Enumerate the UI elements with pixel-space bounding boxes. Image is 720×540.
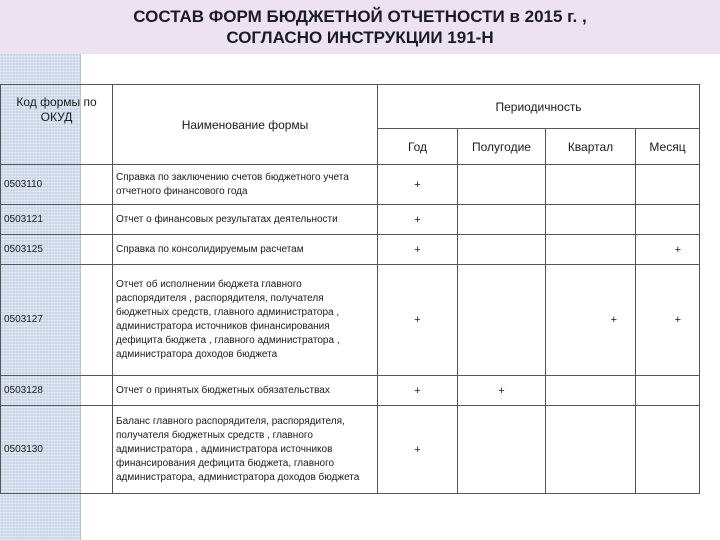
table-row (1, 406, 700, 494)
row-month (636, 165, 700, 205)
header-year: Год (378, 129, 458, 165)
row-month (636, 376, 700, 406)
row-code: 0503121 (1, 205, 113, 235)
row-half-year (458, 205, 546, 235)
table-row (1, 235, 700, 265)
row-quarter (546, 235, 636, 265)
title-line-2: СОГЛАСНО ИНСТРУКЦИИ 191-Н (226, 28, 494, 47)
row-year: + (378, 165, 458, 205)
table-row (1, 376, 700, 406)
row-code: 0503110 (1, 165, 113, 205)
row-month: + (636, 265, 700, 376)
header-quarter: Квартал (546, 129, 636, 165)
row-month (636, 205, 700, 235)
row-quarter: + (546, 265, 636, 376)
row-quarter (546, 205, 636, 235)
row-quarter (546, 406, 636, 494)
table-row (1, 205, 700, 235)
row-name: Справка по заключению счетов бюджетного учета отчетного финансового года (113, 165, 378, 205)
row-half-year (458, 265, 546, 376)
row-half-year: + (458, 376, 546, 406)
page-title (80, 6, 640, 48)
forms-table (0, 84, 700, 494)
row-half-year (458, 235, 546, 265)
row-year: + (378, 376, 458, 406)
header-half-year: Полугодие (458, 129, 546, 165)
row-name: Отчет о финансовых результатах деятельности (113, 205, 378, 235)
header-name: Наименование формы (113, 85, 378, 165)
row-code: 0503127 (1, 265, 113, 376)
row-name: Отчет о принятых бюджетных обязательствах (113, 376, 378, 406)
row-month (636, 406, 700, 494)
row-month: + (636, 235, 700, 265)
row-half-year (458, 165, 546, 205)
header-periodicity: Периодичность (378, 85, 700, 129)
row-year: + (378, 235, 458, 265)
row-quarter (546, 376, 636, 406)
table-row (1, 265, 700, 376)
table-row (1, 165, 700, 205)
header-code: Код формы по ОКУД (1, 85, 113, 165)
row-year: + (378, 265, 458, 376)
row-year: + (378, 205, 458, 235)
row-quarter (546, 165, 636, 205)
row-code: 0503128 (1, 376, 113, 406)
header-row-1 (1, 85, 700, 129)
row-name: Баланс главного распорядителя, распорядителя, получателя бюджетных средств , главного администратора , администратора источников финансирования дефицита бюджета, главного администратора, администратора доходов бюджета (113, 406, 378, 494)
row-code: 0503130 (1, 406, 113, 494)
row-name: Справка по консолидируемым расчетам (113, 235, 378, 265)
row-name: Отчет об исполнении бюджета главного распорядителя , распорядителя, получателя бюджетных средств, главного администратора , администратора источников финансирования дефицита бюджета , главного администратора , администратора доходов бюджета (113, 265, 378, 376)
title-line-1: СОСТАВ ФОРМ БЮДЖЕТНОЙ ОТЧЕТНОСТИ в 2015 г. , (133, 7, 587, 26)
row-half-year (458, 406, 546, 494)
header-month: Месяц (636, 129, 700, 165)
row-code: 0503125 (1, 235, 113, 265)
row-year: + (378, 406, 458, 494)
